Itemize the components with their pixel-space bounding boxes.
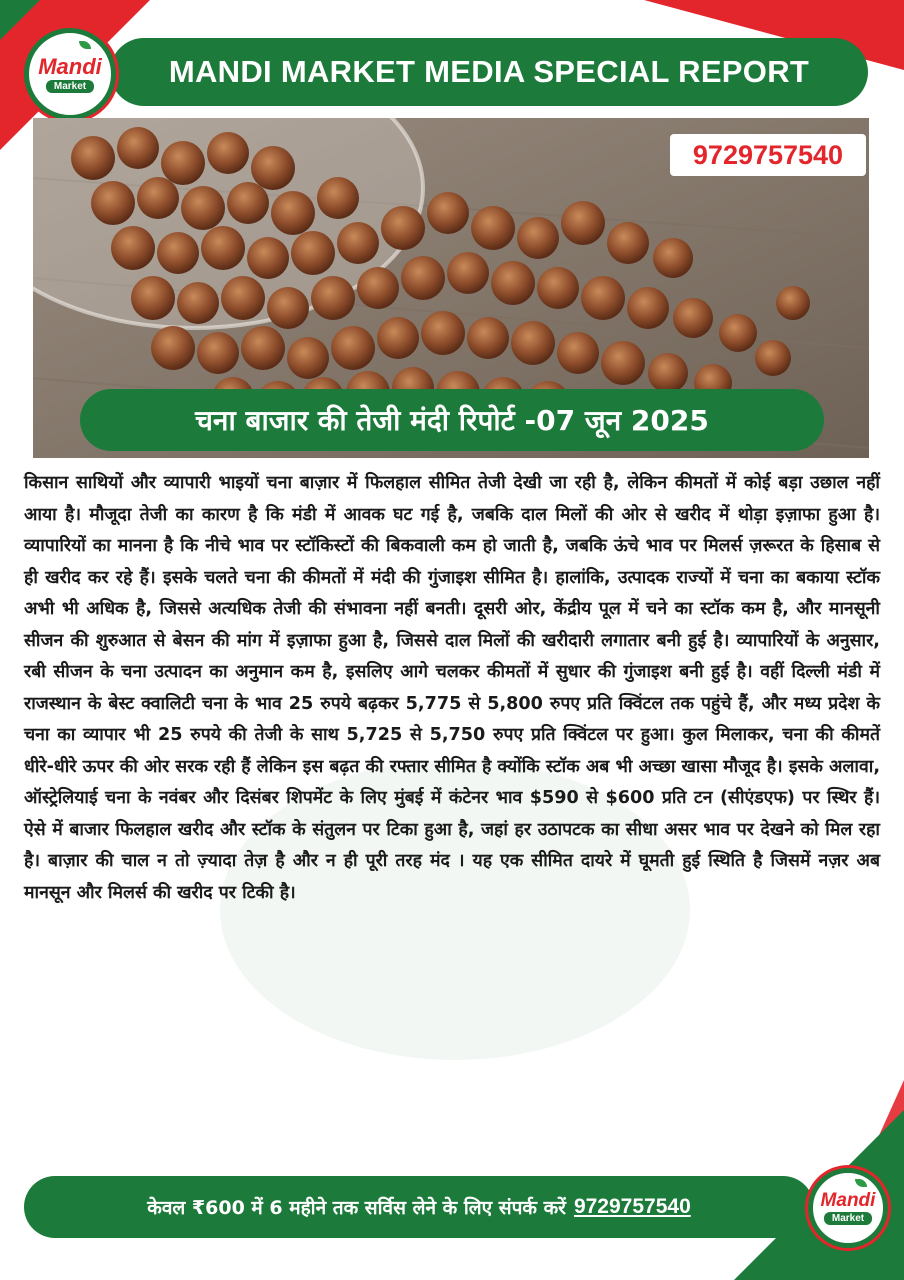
logo-sub: Market xyxy=(46,80,94,93)
report-headline: चना बाजार की तेजी मंदी रिपोर्ट -07 जून 2025 xyxy=(195,404,709,437)
corner-accent-top-left-green xyxy=(0,0,40,40)
headline-pill xyxy=(80,389,824,451)
logo-word: Mandi xyxy=(38,53,102,79)
leaf-icon xyxy=(79,41,91,49)
logo-sub: Market xyxy=(824,1212,872,1225)
footer-cta[interactable] xyxy=(24,1176,814,1238)
phone-number: 9729757540 xyxy=(692,139,844,170)
article-body xyxy=(24,468,880,1168)
phone-badge[interactable] xyxy=(670,134,866,176)
footer-phone-link[interactable]: 9729757540 xyxy=(573,1195,691,1218)
article-paragraph: किसान साथियों और व्यापारी भाइयों चना बाज़ार में फिलहाल सीमित तेजी देखी जा रही है, लेकिन कीमतों में कोई बड़ा उछाल नहीं आया है। मौजूदा तेजी का कारण है कि मंडी में आवक घट गई है, जबकि दाल मिलों की ओर से खरीद में थोड़ा इज़ाफा हुआ है। व्यापारियों का मानना है कि नीचे भाव पर स्टॉकिस्टों की बिकवाली कम हो जाती है, जबकि ऊंचे भाव पर मिलर्स ज़रूरत के हिसाब से ही खरीद कर रहे हैं। इसके चलते चना की कीमतों में मंदी की गुंजाइश सीमित है। हालांकि, उत्पादक राज्यों में चना का बकाया स्टॉक अभी भी अधिक है, जिससे अत्यधिक तेजी की संभावना नहीं बनती। दूसरी ओर, केंद्रीय पूल में चने का स्टॉक कम है, और मानसूनी सीजन की शुरुआत से बेसन की मांग में इज़ाफा हुआ है, जिससे दाल मिलों की खरीदारी लगातार बनी हुई है। व्यापारियों के अनुसार, रबी सीजन के चना उत्पादन का अनुमान कम है, इसलिए आगे चलकर कीमतों में सुधार की गुंजाइश बनी हुई है। वहीं दिल्ली मंडी में राजस्थान के बेस्ट क्वालिटी चना के भाव 25 रुपये बढ़कर 5,775 से 5,800 रुपए प्रति क्विंटल तक पहुंचे हैं, और मध्य प्रदेश के चना का व्यापार भी 25 रुपये की तेजी के साथ 5,725 से 5,750 रुपए प्रति क्विंटल पर हुआ। कुल मिलाकर, चना की कीमतें धीरे-धीरे ऊपर की ओर सरक रही हैं लेकिन इस बढ़त की रफ्तार सीमित है क्योंकि स्टॉक अब भी अच्छा खासा मौजूद है। इसके अलावा, ऑस्ट्रेलियाई चना के नवंबर और दिसंबर शिपमेंट के लिए मुंबई में कंटेनर भाव $590 से $600 प्रति टन (सीएंडएफ) पर स्थिर हैं। ऐसे में बाजार फिलहाल खरीद और स्टॉक के संतुलन पर टिका हुआ है, जहां हर उठापटक का सीधा असर भाव पर देखने को मिल रहा है। बाज़ार की चाल न तो ज़्यादा तेज़ है और न ही पूरी तरह मंद । यह एक सीमित दायरे में घूमती हुई स्थिति है जिसमें नज़र अब मानसून और मिलर्स की खरीद पर टिकी है। xyxy=(24,473,880,903)
logo-word: Mandi xyxy=(820,1190,876,1211)
brand-logo-bottom[interactable] xyxy=(808,1168,888,1248)
page-title: MANDI MARKET MEDIA SPECIAL REPORT xyxy=(168,54,810,89)
header-banner xyxy=(110,38,868,106)
leaf-icon xyxy=(855,1179,867,1187)
brand-logo-top[interactable] xyxy=(24,28,116,120)
footer-offer-text: केवल ₹600 में 6 महीने तक सर्विस लेने के लिए संपर्क करें xyxy=(147,1197,566,1219)
